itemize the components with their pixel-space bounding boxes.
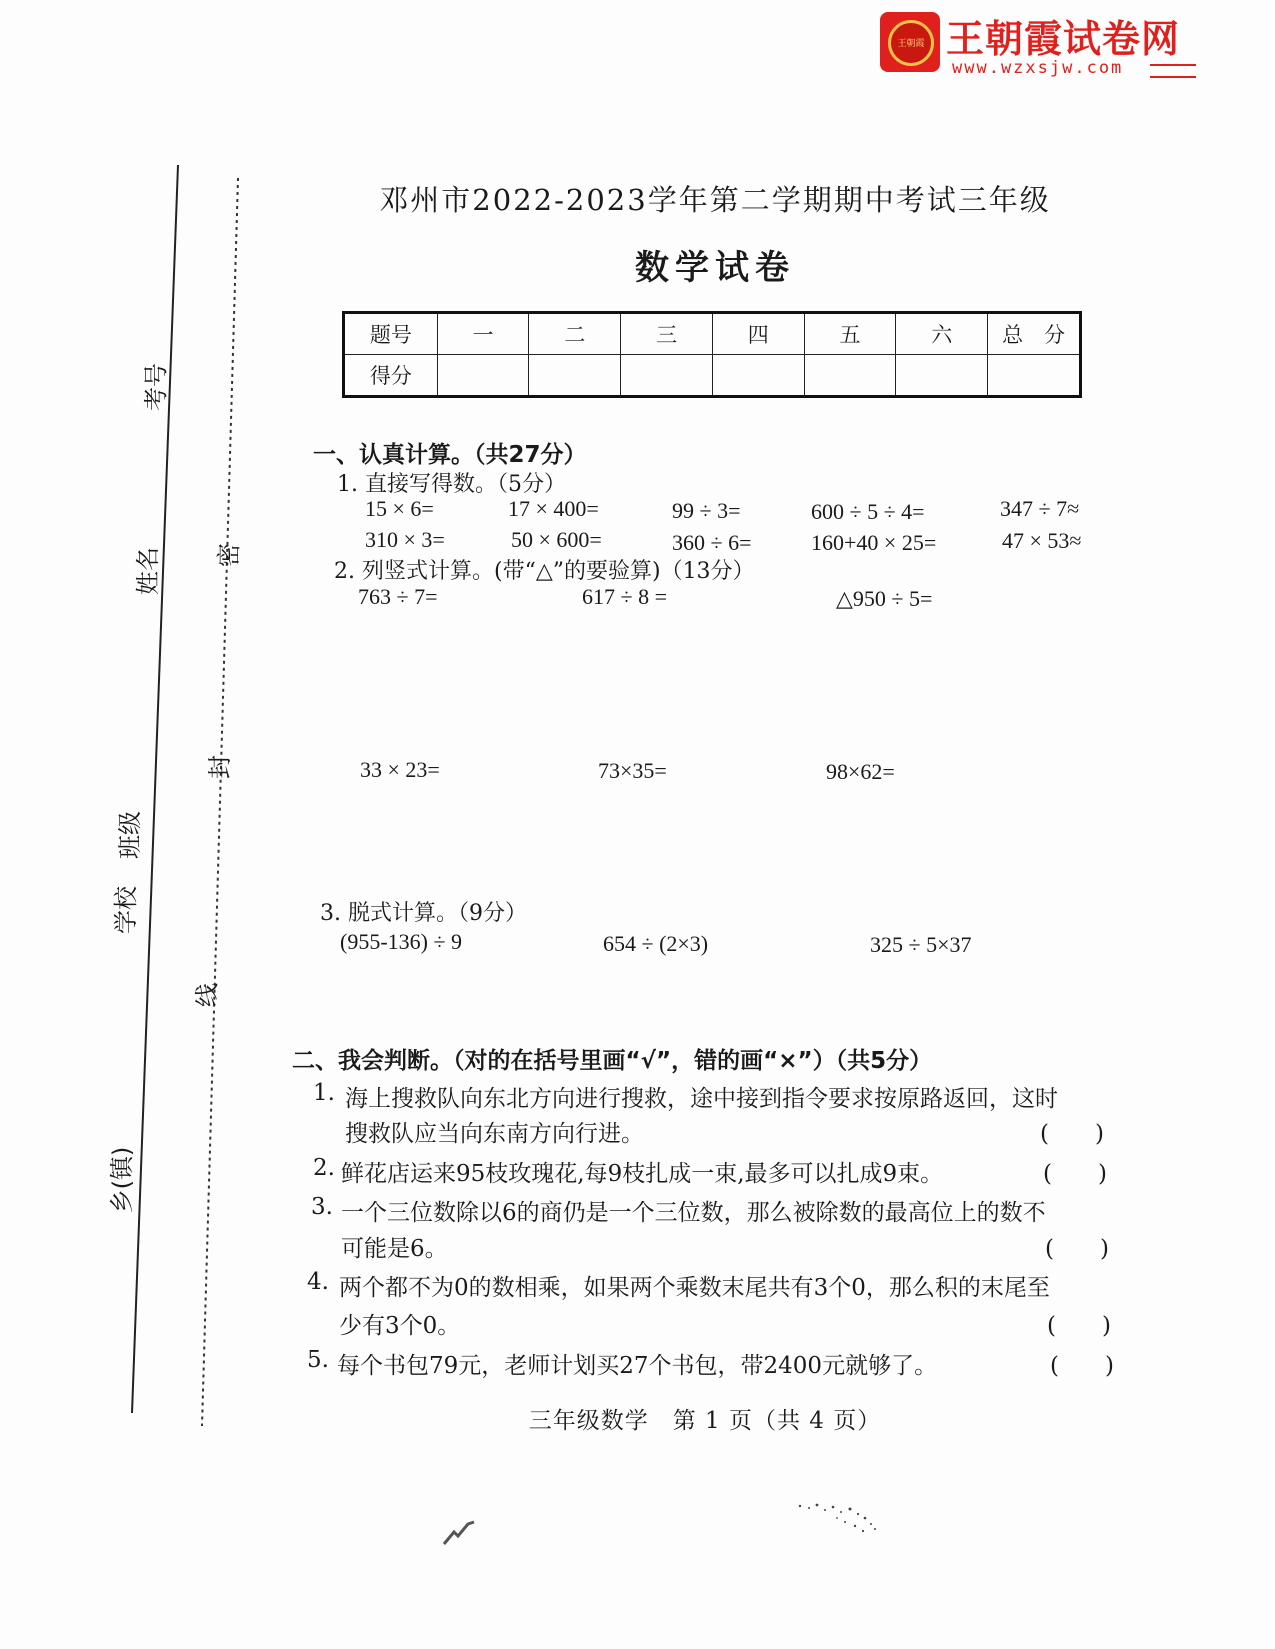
judge-item-text: 搜救队应当向东南方向行进。 [345, 1121, 644, 1147]
seal-mi: 密 [215, 543, 243, 567]
score-row-label: 得分 [344, 355, 438, 397]
q1-expr: 50 × 600= [511, 527, 602, 552]
q1-expr: 160+40 × 25= [811, 530, 937, 555]
exam-subtitle: 数学试卷 [635, 248, 795, 288]
score-col: 四 [712, 313, 804, 355]
logo-url: www.wzxsjw.com [952, 58, 1124, 78]
section2-title: 二、我会判断。（对的在括号里画“√”，错的画“×”）（共5分） [292, 1048, 933, 1074]
exam-title: 邓州市2022-2023学年第二学期期中考试三年级 [379, 183, 1051, 217]
score-table [342, 311, 1082, 398]
site-logo [880, 8, 1210, 78]
class-label: 班级 [116, 811, 144, 859]
q1-expr: 347 ÷ 7≈ [1000, 496, 1080, 521]
judge-item-number: 4. [307, 1269, 329, 1295]
binding-solid-line [130, 165, 210, 1415]
score-cell[interactable] [896, 355, 988, 397]
town-label: 乡(镇) [108, 1146, 136, 1214]
q1-expr: 47 × 53≈ [1002, 528, 1082, 553]
q2-expr: 98×62= [826, 759, 895, 784]
score-col: 五 [804, 313, 896, 355]
logo-decoration [1150, 64, 1196, 78]
name-label: 姓名 [134, 547, 162, 595]
q1-expr: 600 ÷ 5 ÷ 4= [811, 499, 925, 524]
answer-paren[interactable]: ( ) [1040, 1121, 1104, 1147]
judge-item-text: 每个书包79元，老师计划买27个书包，带2400元就够了。 [337, 1353, 938, 1379]
answer-paren[interactable]: ( ) [1045, 1236, 1109, 1262]
q1-expr: 310 × 3= [365, 527, 445, 552]
score-cell[interactable] [712, 355, 804, 397]
judge-item-number: 5. [307, 1347, 329, 1373]
binding-dotted-line [200, 178, 242, 1428]
q1-expr: 17 × 400= [508, 496, 599, 521]
answer-paren[interactable]: ( ) [1047, 1313, 1111, 1339]
judge-item-number: 1. [313, 1080, 335, 1106]
q1-expr: 99 ÷ 3= [672, 498, 741, 523]
score-col-total: 总 分 [988, 313, 1081, 355]
judge-item-number: 3. [311, 1194, 333, 1220]
judge-item-number: 2. [313, 1155, 335, 1181]
judge-item-text: 海上搜救队向东北方向进行搜救，途中接到指令要求按原路返回，这时 [345, 1086, 1058, 1112]
q1-title: 1. 直接写得数。（5分） [337, 472, 566, 497]
q2-title: 2. 列竖式计算。(带“△”的要验算)（13分） [334, 559, 755, 584]
seal-xian: 线 [193, 983, 221, 1007]
q2-expr: 33 × 23= [360, 757, 440, 782]
score-table-header-row [344, 313, 1081, 355]
score-table-score-row [344, 355, 1081, 397]
scan-speckle [795, 1500, 880, 1536]
section1-title: 一、认真计算。（共27分） [313, 442, 587, 468]
score-cell[interactable] [804, 355, 896, 397]
judge-item-text: 两个都不为0的数相乘，如果两个乘数末尾共有3个0，那么积的末尾至 [339, 1275, 1050, 1301]
score-cell-total[interactable] [988, 355, 1081, 397]
q1-expr: 15 × 6= [365, 496, 434, 521]
logo-badge [880, 12, 940, 72]
scan-mark [440, 1518, 480, 1548]
judge-item-text: 少有3个0。 [339, 1313, 461, 1339]
q2-expr: △950 ÷ 5= [836, 586, 933, 611]
judge-item-text: 可能是6。 [341, 1236, 448, 1262]
score-col: 一 [437, 313, 529, 355]
exam-number-label: 考号 [142, 363, 170, 411]
score-col: 二 [529, 313, 621, 355]
q3-expr: (955-136) ÷ 9 [340, 929, 463, 954]
school-label: 学校 [112, 886, 140, 934]
q2-expr: 73×35= [598, 758, 667, 783]
judge-item-text: 一个三位数除以6的商仍是一个三位数，那么被除数的最高位上的数不 [341, 1200, 1046, 1226]
score-col: 六 [896, 313, 988, 355]
answer-paren[interactable]: ( ) [1043, 1161, 1107, 1187]
q1-expr: 360 ÷ 6= [672, 530, 752, 555]
q2-expr: 617 ÷ 8 = [582, 584, 667, 609]
score-cell[interactable] [529, 355, 621, 397]
logo-seal-icon: 王朝霞 [888, 20, 934, 66]
answer-paren[interactable]: ( ) [1050, 1353, 1114, 1379]
score-header-label: 题号 [344, 313, 438, 355]
q2-expr: 763 ÷ 7= [358, 584, 438, 609]
q3-expr: 654 ÷ (2×3) [603, 931, 709, 956]
seal-feng: 封 [206, 755, 234, 779]
judge-item-text: 鲜花店运来95枝玫瑰花,每9枝扎成一束,最多可以扎成9束。 [341, 1161, 944, 1187]
score-cell[interactable] [437, 355, 529, 397]
score-col: 三 [621, 313, 713, 355]
q3-title: 3. 脱式计算。（9分） [320, 901, 527, 926]
page-footer: 三年级数学 第 1 页（共 4 页） [528, 1408, 882, 1434]
score-cell[interactable] [621, 355, 713, 397]
q3-expr: 325 ÷ 5×37 [870, 932, 972, 957]
logo-name: 王朝霞试卷网 [946, 17, 1181, 61]
